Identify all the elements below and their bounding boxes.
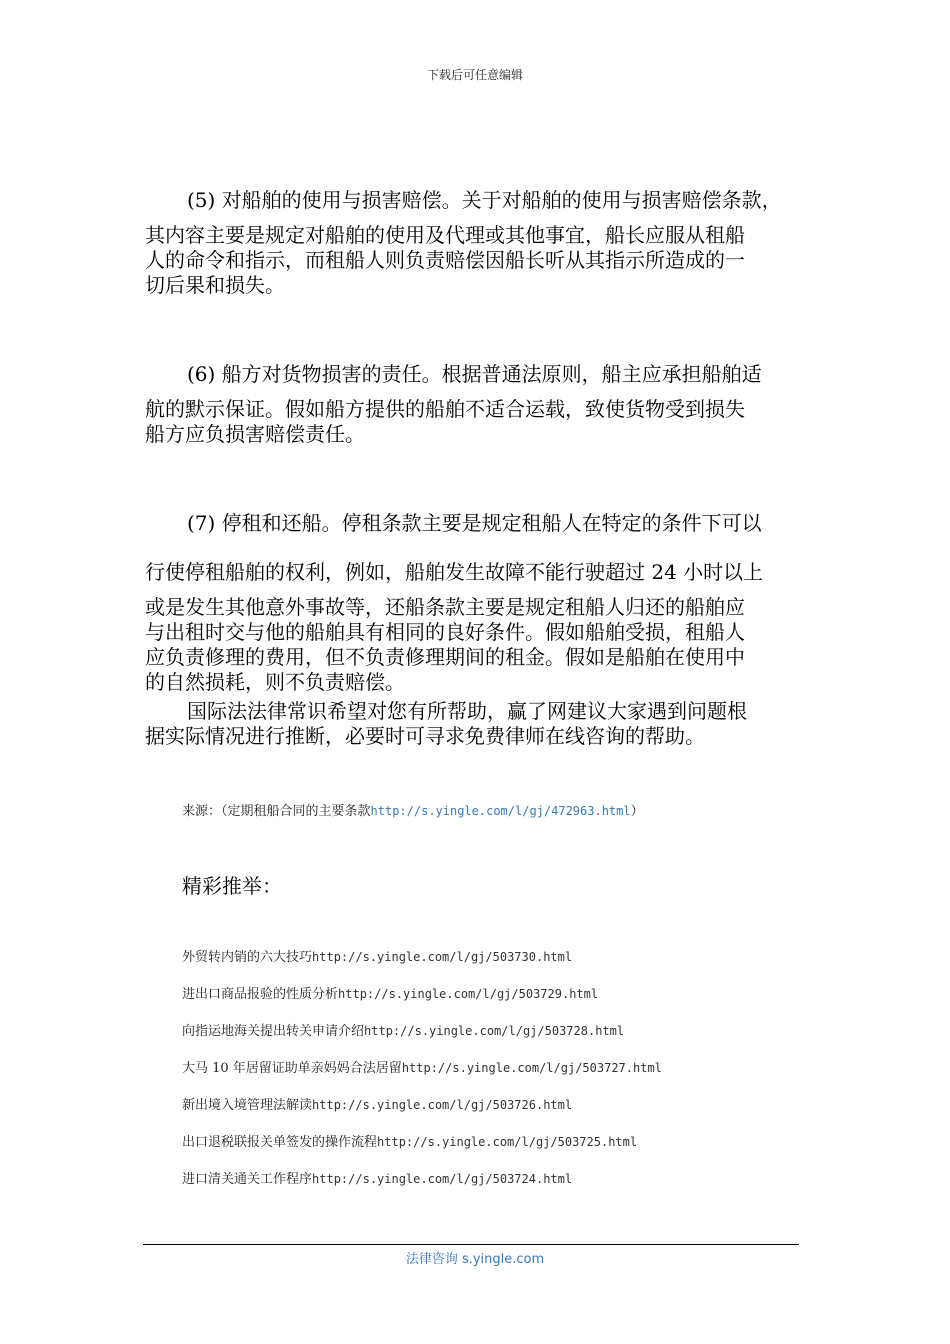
recommend-item-url[interactable]: http://s.yingle.com/l/gj/503726.html bbox=[312, 1098, 573, 1112]
recommend-item-title: 新出境入境管理法解读 bbox=[182, 1098, 313, 1113]
recommend-item-url[interactable]: http://s.yingle.com/l/gj/503724.html bbox=[312, 1172, 573, 1186]
recommend-item[interactable] bbox=[182, 983, 662, 1020]
paragraph-line: 航的默示保证。假如船方提供的船舶不适合运载，致使货物受到损失 bbox=[145, 397, 745, 421]
footer-divider bbox=[143, 1244, 799, 1245]
paragraph-line: 其内容主要是规定对船舶的使用及代理或其他事宜，船长应服从租船 bbox=[145, 223, 745, 247]
paragraph-line: 与出租时交与他的船舶具有相同的良好条件。假如船舶受损，租船人 bbox=[145, 620, 745, 644]
recommend-item-url[interactable]: http://s.yingle.com/l/gj/503725.html bbox=[377, 1135, 638, 1149]
recommend-item-title: 向指运地海关提出转关申请介绍 bbox=[182, 1024, 365, 1039]
paragraph-7 bbox=[145, 511, 810, 695]
paragraph-line: 行使停租船舶的权利，例如，船舶发生故障不能行驶超过 24 小时以上 bbox=[145, 560, 764, 584]
source-prefix: 来源：（定期租船合同的主要条款 bbox=[182, 804, 371, 819]
recommend-item[interactable] bbox=[182, 1131, 662, 1168]
paragraph-5 bbox=[145, 188, 810, 298]
paragraph-line: 据实际情况进行推断，必要时可寻求免费律师在线咨询的帮助。 bbox=[145, 724, 705, 748]
recommend-item-url[interactable]: http://s.yingle.com/l/gj/503728.html bbox=[364, 1024, 625, 1038]
paragraph-line: 或是发生其他意外事故等，还船条款主要是规定租船人归还的船舶应 bbox=[145, 595, 745, 619]
paragraph-6 bbox=[145, 362, 810, 447]
paragraph-line: 切后果和损失。 bbox=[145, 273, 285, 297]
recommend-item[interactable] bbox=[182, 1168, 662, 1205]
paragraph-line: 船方应负损害赔偿责任。 bbox=[145, 422, 365, 446]
recommend-item-url[interactable]: http://s.yingle.com/l/gj/503729.html bbox=[338, 987, 599, 1001]
paragraph-line: 的自然损耗，则不负责赔偿。 bbox=[145, 670, 405, 694]
recommend-item[interactable] bbox=[182, 946, 662, 983]
page-header-note: 下载后可任意编辑 bbox=[426, 68, 523, 82]
recommend-item-url[interactable]: http://s.yingle.com/l/gj/503727.html bbox=[401, 1061, 662, 1075]
recommend-item[interactable] bbox=[182, 1057, 662, 1094]
recommend-item-title: 大马 10 年居留证助单亲妈妈合法居留 bbox=[182, 1061, 402, 1076]
paragraph-line: (5) 对船舶的使用与损害赔偿。关于对船舶的使用与损害赔偿条款， bbox=[187, 188, 782, 212]
recommend-item-title: 出口退税联报关单签发的操作流程 bbox=[182, 1135, 378, 1150]
recommend-item-title: 外贸转内销的六大技巧 bbox=[182, 950, 313, 965]
paragraph-line: (6) 船方对货物损害的责任。根据普通法原则，船主应承担船舶适 bbox=[187, 362, 762, 386]
paragraph-line: 应负责修理的费用，但不负责修理期间的租金。假如是船舶在使用中 bbox=[145, 645, 745, 669]
source-citation bbox=[182, 800, 644, 819]
recommend-title: 精彩推举： bbox=[182, 874, 282, 898]
recommend-item[interactable] bbox=[182, 1094, 662, 1131]
recommend-item[interactable] bbox=[182, 1020, 662, 1057]
recommend-item-title: 进出口商品报验的性质分析 bbox=[182, 987, 339, 1002]
paragraph-line: 人的命令和指示，而租船人则负责赔偿因船长听从其指示所造成的一 bbox=[145, 248, 745, 272]
footer-link[interactable]: 法律咨询 s.yingle.com bbox=[405, 1252, 545, 1267]
source-link[interactable]: http://s.yingle.com/l/gj/472963.html bbox=[370, 804, 631, 818]
paragraph-line: (7) 停租和还船。停租条款主要是规定租船人在特定的条件下可以 bbox=[187, 511, 762, 535]
recommend-item-url[interactable]: http://s.yingle.com/l/gj/503730.html bbox=[312, 950, 573, 964]
paragraph-line: 国际法法律常识希望对您有所帮助，赢了网建议大家遇到问题根 bbox=[187, 699, 747, 723]
recommend-item-title: 进口清关通关工作程序 bbox=[182, 1172, 313, 1187]
source-suffix: ） bbox=[630, 804, 644, 819]
closing-paragraph bbox=[145, 699, 810, 749]
recommend-list bbox=[182, 946, 662, 1205]
